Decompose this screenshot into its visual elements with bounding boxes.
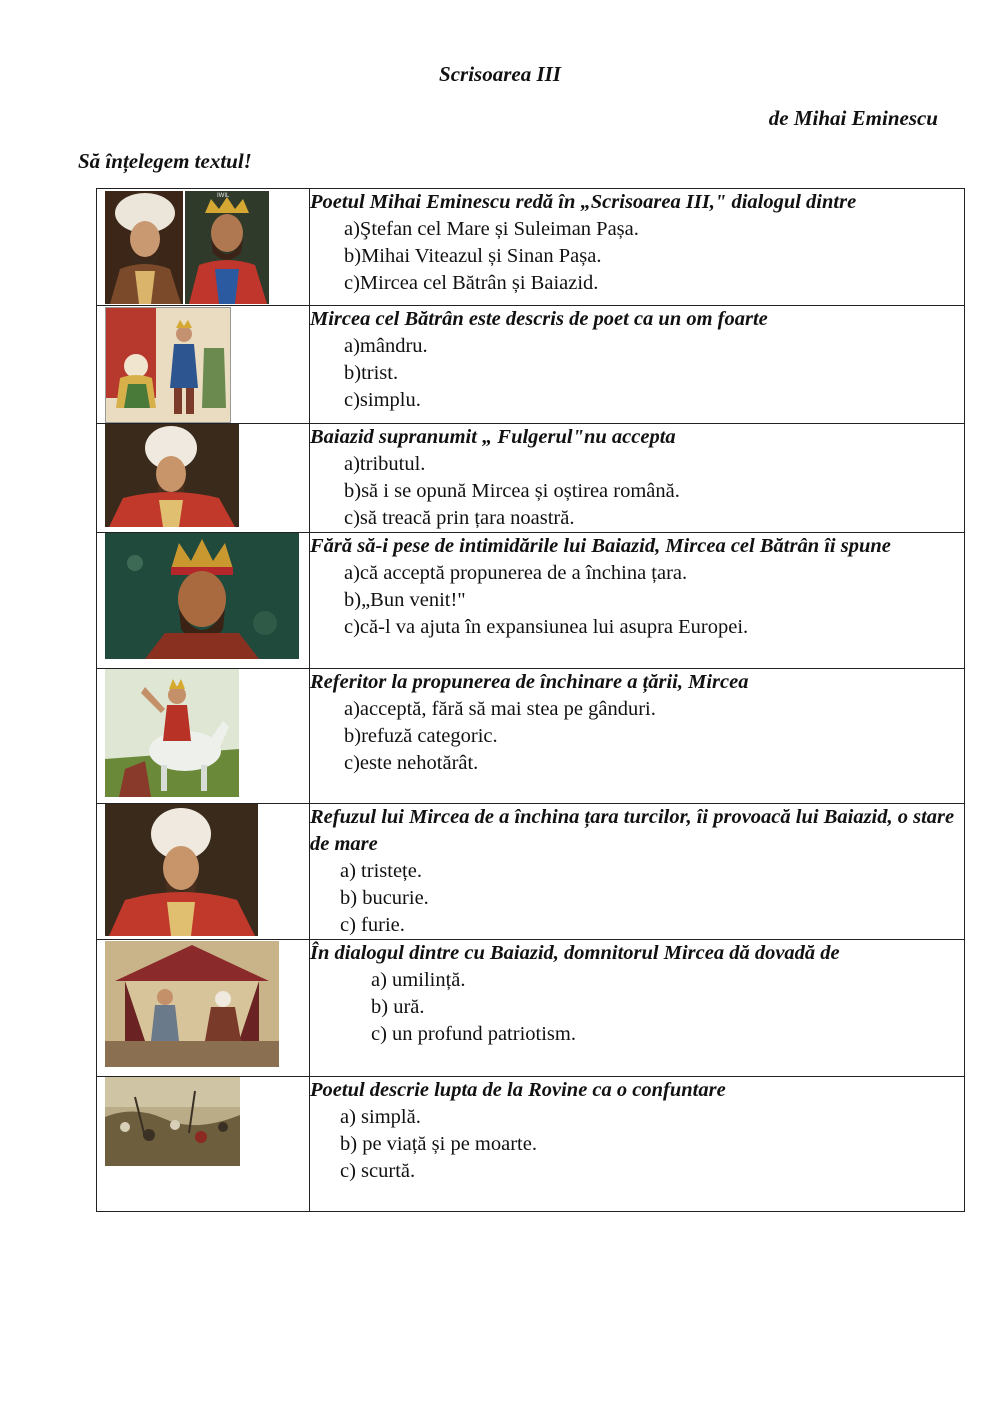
quiz-row-4 — [97, 533, 965, 669]
quiz-row-1 — [97, 189, 965, 306]
question-cell-6 — [310, 804, 965, 940]
fresco-mircea-image — [105, 533, 299, 659]
quiz-row-7 — [97, 940, 965, 1077]
question-8-text: Poetul descrie lupta de la Rovine ca o confuntare — [310, 1079, 726, 1101]
question-cell-1 — [310, 189, 965, 306]
quiz-row-8 — [97, 1077, 965, 1212]
quiz-row-6 — [97, 804, 965, 940]
question-1-option-b[interactable]: b)Mihai Viteazul și Sinan Pașa. — [344, 245, 602, 267]
svg-text:IWIL: IWIL — [217, 193, 230, 199]
question-6-text: Refuzul lui Mircea de a închina țara turcilor, îi provoacă lui Baiazid, o stare de mare — [310, 806, 955, 855]
tent-dialogue-scene-image — [105, 941, 279, 1067]
question-7-option-a[interactable]: a) umilință. — [371, 969, 466, 991]
question-7-text: În dialogul dintre cu Baiazid, domnitorul Mircea dă dovadă de — [310, 942, 840, 964]
question-8-option-c[interactable]: c) scurtă. — [340, 1160, 416, 1182]
question-2-option-c[interactable]: c)simplu. — [344, 389, 421, 411]
question-4-option-a[interactable]: a)că acceptă propunerea de a închina țara. — [344, 562, 688, 584]
question-2-option-a[interactable]: a)mândru. — [344, 335, 428, 357]
question-4-option-b[interactable]: b)„Bun venit!" — [344, 589, 466, 611]
document-author: de Mihai Eminescu — [768, 106, 938, 130]
question-5-option-a[interactable]: a)acceptă, fără să mai stea pe gânduri. — [344, 698, 656, 720]
image-cell-6 — [97, 804, 310, 940]
question-2-option-b[interactable]: b)trist. — [344, 362, 399, 384]
image-cell-3 — [97, 424, 310, 533]
question-3-text: Baiazid supranumit „ Fulgerul"nu accepta — [310, 426, 676, 448]
question-7-option-b[interactable]: b) ură. — [371, 996, 425, 1018]
question-5-text: Referitor la propunerea de închinare a țării, Mircea — [310, 671, 749, 693]
image-cell-4 — [97, 533, 310, 669]
portrait-baiazid-2-image — [105, 804, 258, 936]
quiz-row-5 — [97, 669, 965, 804]
quiz-table — [96, 188, 965, 1212]
quiz-row-3 — [97, 424, 965, 533]
image-cell-1 — [97, 189, 310, 306]
section-heading: Să înțelegem textul! — [78, 149, 252, 173]
question-3-option-b[interactable]: b)să i se opună Mircea și oștirea română. — [344, 480, 680, 502]
question-4-option-c[interactable]: c)că-l va ajuta în expansiunea lui asupra Europei. — [344, 616, 749, 638]
document-title: Scrisoarea III — [439, 62, 561, 86]
question-1-text: Poetul Mihai Eminescu redă în „Scrisoarea III," dialogul dintre — [310, 191, 857, 213]
question-3-option-a[interactable]: a)tributul. — [344, 453, 426, 475]
question-cell-2 — [310, 306, 965, 424]
question-6-option-a[interactable]: a) tristețe. — [340, 860, 422, 882]
question-cell-8 — [310, 1077, 965, 1212]
mircea-before-baiazid-image — [105, 307, 231, 423]
question-6-option-c[interactable]: c) furie. — [340, 914, 405, 936]
image-cell-2 — [97, 306, 310, 424]
question-4-text: Fără să-i pese de intimidările lui Baiazid, Mircea cel Bătrân îi spune — [310, 535, 891, 557]
question-cell-4 — [310, 533, 965, 669]
portraits-sultan-and-voivode-image — [105, 191, 269, 304]
mircea-on-horse-image — [105, 669, 239, 797]
question-cell-7 — [310, 940, 965, 1077]
battle-of-rovine-image — [105, 1077, 240, 1166]
image-cell-5 — [97, 669, 310, 804]
question-1-option-a[interactable]: a)Ştefan cel Mare și Suleiman Pașa. — [344, 218, 639, 240]
question-cell-3 — [310, 424, 965, 533]
image-cell-7 — [97, 940, 310, 1077]
question-3-option-c[interactable]: c)să treacă prin țara noastră. — [344, 507, 575, 529]
question-5-option-b[interactable]: b)refuză categoric. — [344, 725, 498, 747]
question-6-option-b[interactable]: b) bucurie. — [340, 887, 429, 909]
quiz-row-2 — [97, 306, 965, 424]
question-8-option-b[interactable]: b) pe viață și pe moarte. — [340, 1133, 537, 1155]
question-7-option-c[interactable]: c) un profund patriotism. — [371, 1023, 576, 1045]
question-8-option-a[interactable]: a) simplă. — [340, 1106, 421, 1128]
image-cell-8 — [97, 1077, 310, 1212]
question-1-option-c[interactable]: c)Mircea cel Bătrân și Baiazid. — [344, 272, 599, 294]
portrait-baiazid-image — [105, 424, 239, 527]
question-2-text: Mircea cel Bătrân este descris de poet ca un om foarte — [310, 308, 768, 330]
question-5-option-c[interactable]: c)este nehotărât. — [344, 752, 479, 774]
question-cell-5 — [310, 669, 965, 804]
